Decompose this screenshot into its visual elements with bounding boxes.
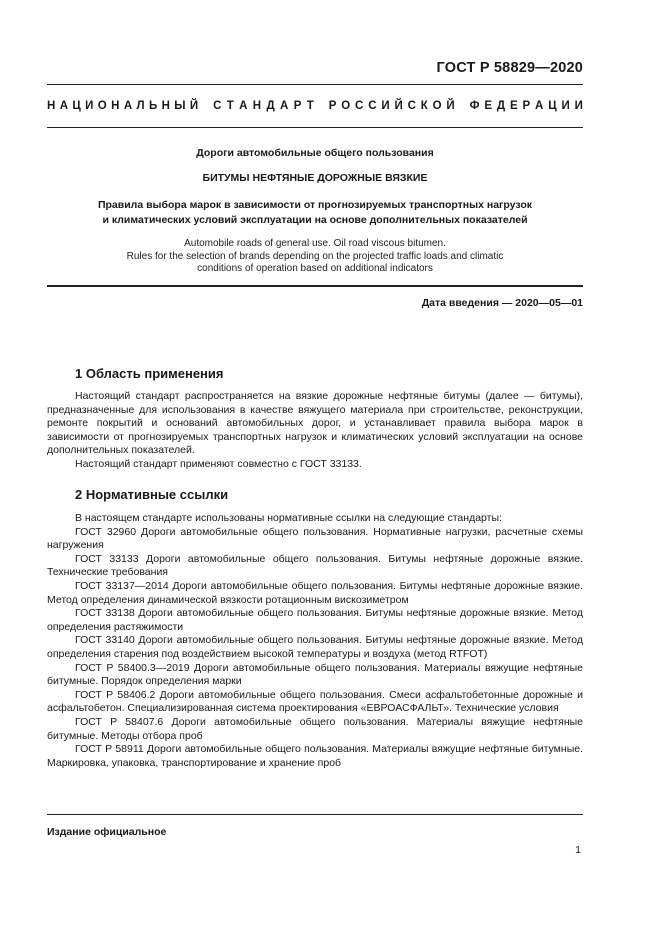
reference-item: ГОСТ 33137—2014 Дороги автомобильные общего пользования. Битумы нефтяные дорожные вязкие. Метод определения динамической вязкости ротационным вискозиметром (47, 579, 583, 606)
official-edition-label: Издание официальное (47, 826, 167, 838)
header-rule-top (47, 84, 583, 85)
reference-item: ГОСТ Р 58406.2 Дороги автомобильные общего пользования. Смеси асфальтобетонные дорожные и асфальтобетон. Специализированная система проектирования «ЕВРОАСФАЛЬТ». Технические условия (47, 688, 583, 715)
section-1-body (47, 390, 583, 472)
section-2-heading: 2 Нормативные ссылки (75, 487, 229, 502)
reference-item: ГОСТ Р 58407.6 Дороги автомобильные общего пользования. Материалы вяжущие нефтяные битумные. Методы отбора проб (47, 715, 583, 742)
intro-date: Дата введения — 2020—05—01 (421, 297, 583, 309)
paragraph: В настоящем стандарте использованы нормативные ссылки на следующие стандарты: (75, 512, 502, 524)
reference-item: ГОСТ 33138 Дороги автомобильные общего пользования. Битумы нефтяные дорожные вязкие. Метод определения растяжимости (47, 607, 583, 633)
reference-item: ГОСТ Р 58911 Дороги автомобильные общего пользования. Материалы вяжущие нефтяные битумные. Маркировка, упаковка, транспортирование и хранение проб (47, 743, 583, 769)
reference-item: ГОСТ Р 58400.3—2019 Дороги автомобильные общего пользования. Материалы вяжущие нефтяные битумные. Порядок определения марки (47, 661, 583, 688)
footer-rule (47, 814, 583, 815)
english-title-line: Automobile roads of general use. Oil road viscous bitumen. (184, 238, 446, 249)
title-rule (47, 285, 583, 287)
banner-word: Р О С С И Й С К О Й (328, 100, 455, 112)
english-title-line: conditions of operation based on additional indicators (197, 263, 433, 274)
paragraph: Настоящий стандарт применяют совместно с ГОСТ 33133. (75, 457, 362, 470)
document-number: ГОСТ Р 58829—2020 (436, 60, 583, 76)
reference-item: ГОСТ 33140 Дороги автомобильные общего пользования. Битумы нефтяные дорожные вязкие. Метод определения старения под воздействием высокой температуры и воздуха (метод RTFOT) (47, 634, 583, 660)
paragraph: Настоящий стандарт распространяется на вязкие дорожные нефтяные битумы (далее — битумы), предназначенные для использования в качестве вяжущего материала при строительстве, реконструкции, ремонте покрытий и оснований автомобильных дорог, и устанавливает правила выбора марок в зависимости от прогнозируемых транспортных нагрузок и климатических условий эксплуатации на основе дополнительных показателей. (47, 390, 583, 457)
english-title-line: Rules for the selection of brands depending on the projected traffic loads and climatic (126, 250, 504, 262)
header-rule-bottom (47, 127, 583, 128)
title-english (47, 238, 583, 276)
banner-word: С Т А Н Д А Р Т (213, 100, 314, 112)
subtitle-line: и климатических условий эксплуатации на основе дополнительных показателей (102, 214, 528, 226)
reference-item: ГОСТ 32960 Дороги автомобильные общего пользования. Нормативные нагрузки, расчетные схемы нагружения (47, 525, 583, 552)
banner-word: Ф Е Д Е Р А Ц И И (469, 100, 583, 112)
page-number: 1 (575, 844, 581, 856)
section-2-body (47, 512, 583, 770)
national-standard-banner (47, 100, 583, 112)
banner-word: Н А Ц И О Н А Л Ь Н Ы Й (47, 100, 199, 112)
reference-item: ГОСТ 33133 Дороги автомобильные общего пользования. Битумы нефтяные дорожные вязкие. Технические требования (47, 552, 583, 579)
section-1-heading: 1 Область применения (75, 366, 224, 381)
subtitle-line: Правила выбора марок в зависимости от прогнозируемых транспортных нагрузок (97, 199, 533, 211)
title-subtitle (47, 198, 583, 228)
title-main: БИТУМЫ НЕФТЯНЫЕ ДОРОЖНЫЕ ВЯЗКИЕ (202, 172, 428, 184)
title-road-type: Дороги автомобильные общего пользования (196, 147, 434, 159)
